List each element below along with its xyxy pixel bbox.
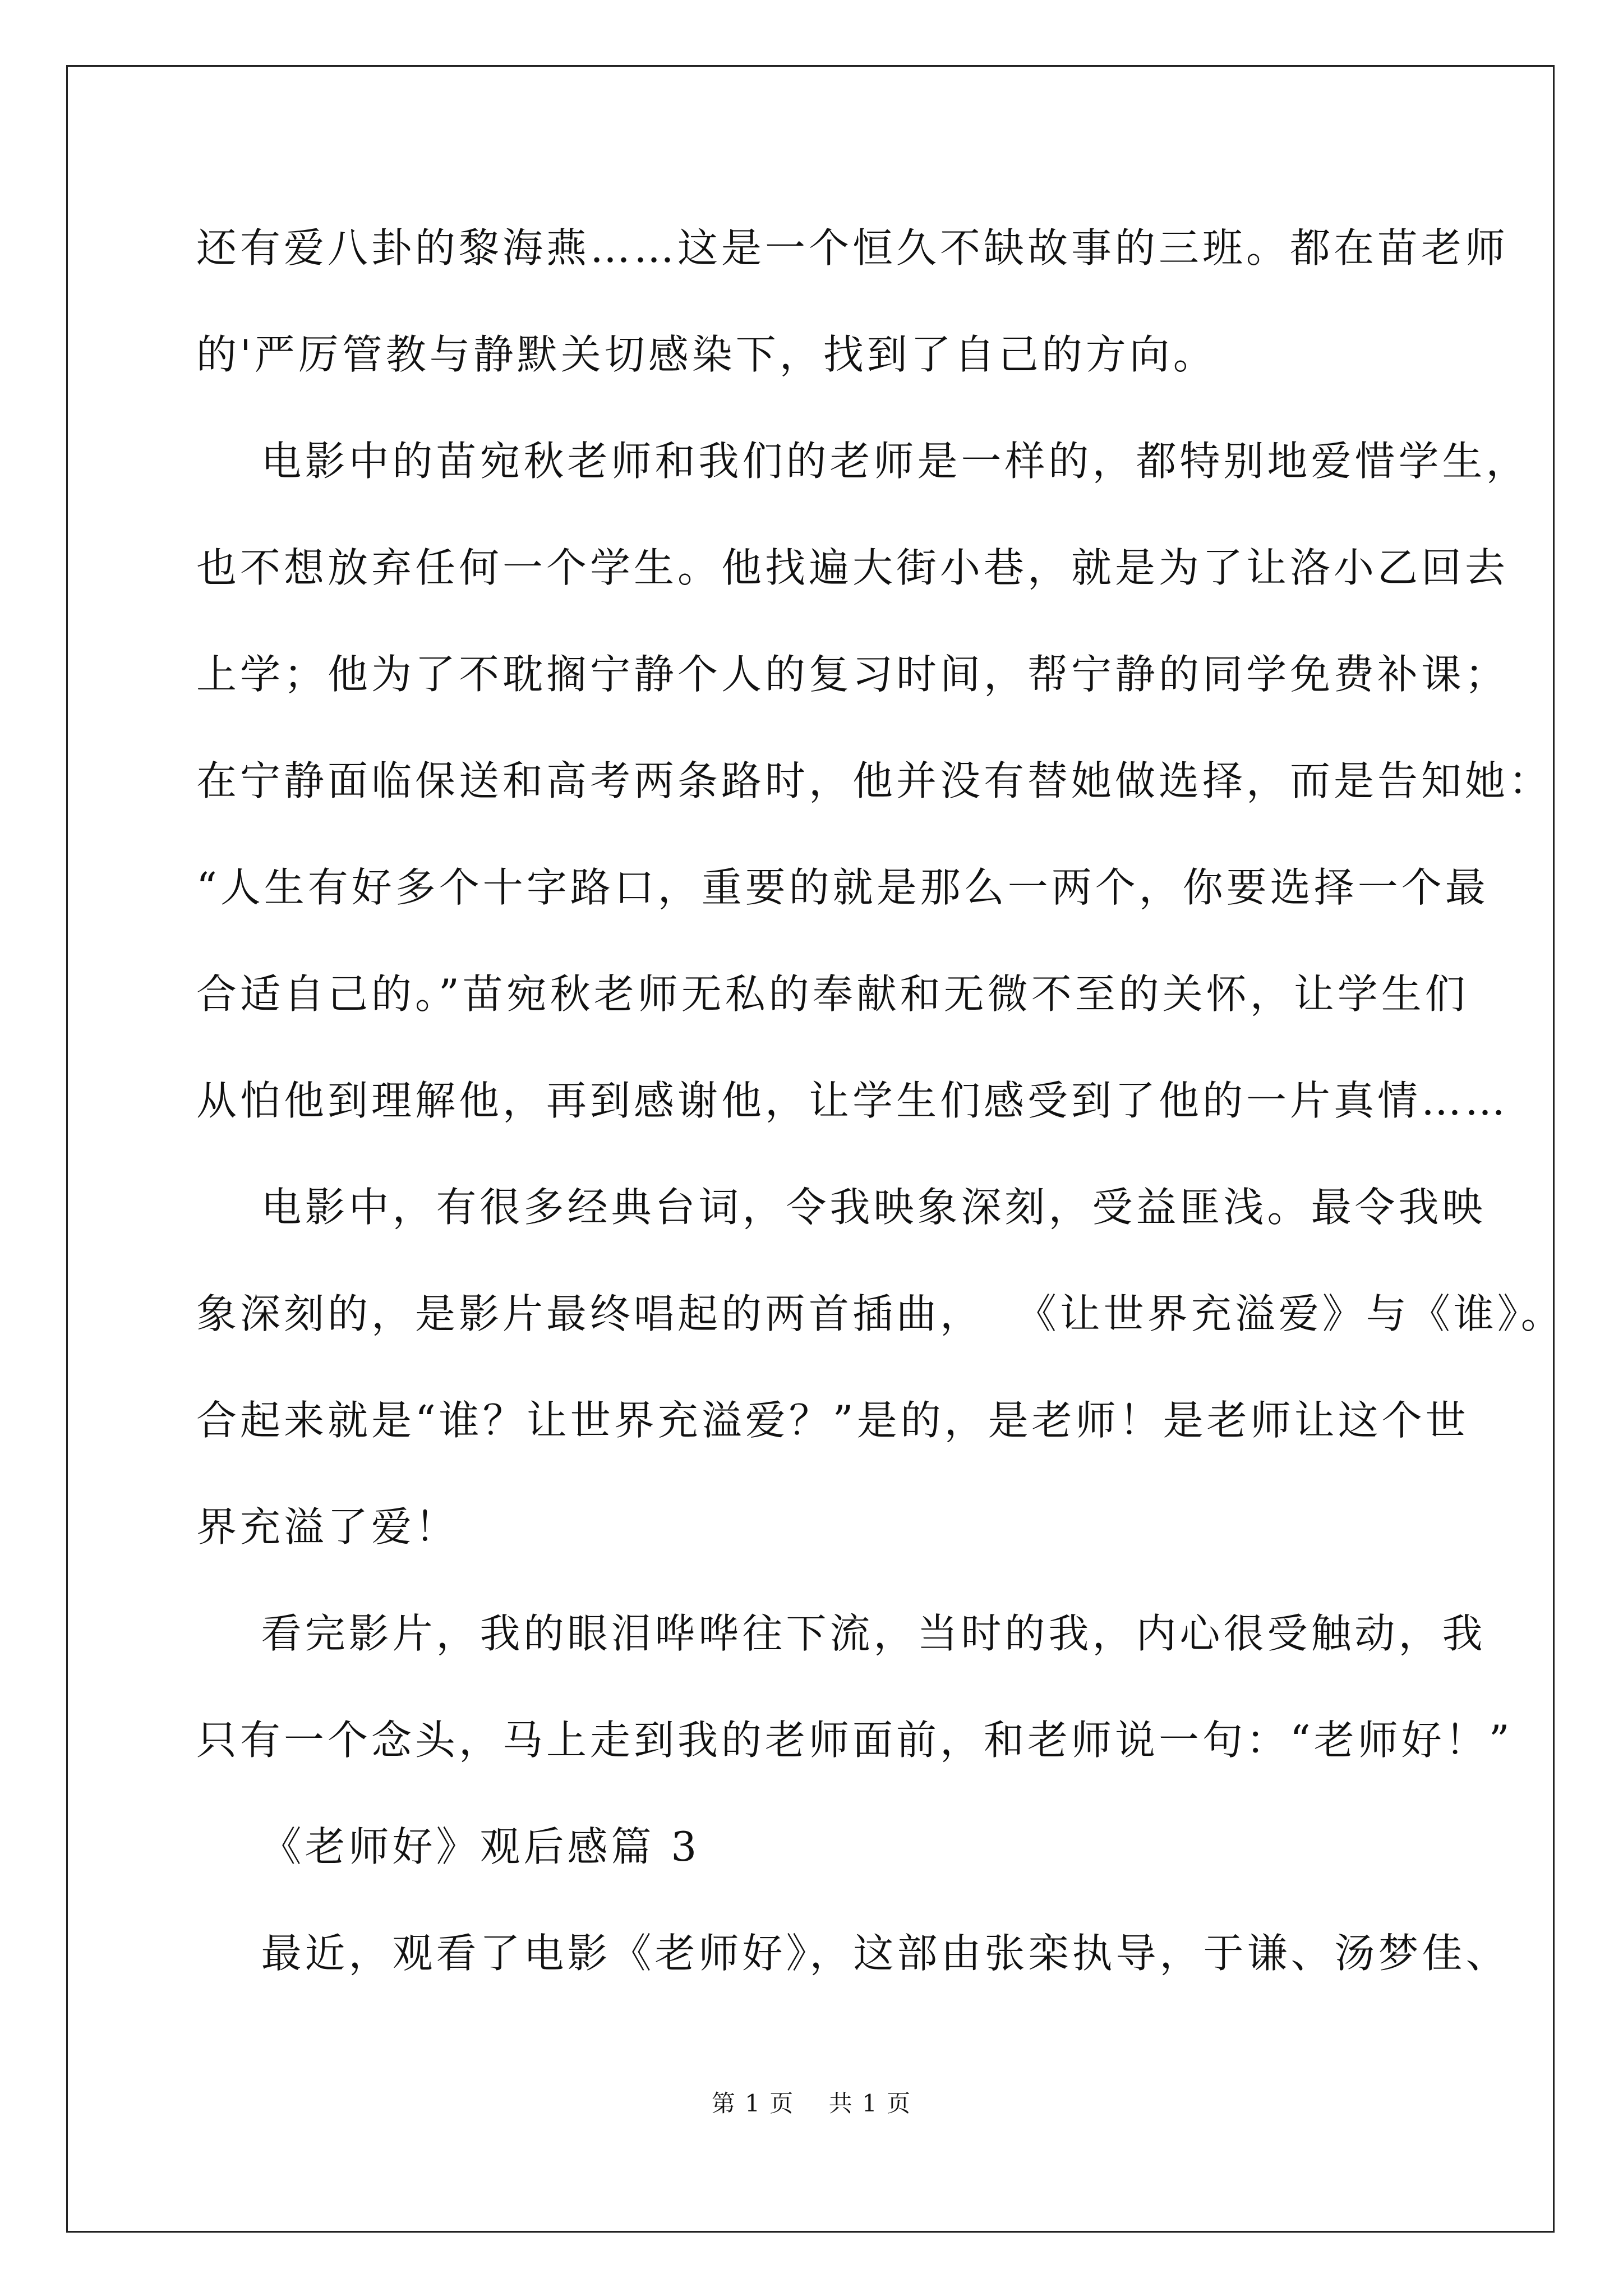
page-border bbox=[66, 65, 1555, 2233]
text-line: 象深刻的，是影片最终唱起的两首插曲， 《让世界充溢爱》与《谁》。 bbox=[196, 1290, 1565, 1337]
text-line: 在宁静面临保送和高考两条路时，他并没有替她做选择，而是告知她： bbox=[196, 757, 1553, 804]
section-heading: 《老师好》观后感篇 3 bbox=[196, 1823, 700, 1870]
text-line: 也不想放弃任何一个学生。他找遍大街小巷，就是为了让洛小乙回去 bbox=[196, 544, 1509, 591]
text-line: 界充溢了爱！ bbox=[196, 1503, 459, 1550]
text-line: 从怕他到理解他，再到感谢他，让学生们感受到了他的一片真情…… bbox=[196, 1077, 1509, 1124]
text-line: 合适自己的。”苗宛秋老师无私的奉献和无微不至的关怀，让学生们 bbox=[196, 970, 1469, 1018]
text-line: “人生有好多个十字路口，重要的就是那么一两个，你要选择一个最 bbox=[196, 864, 1489, 911]
text-line: 上学；他为了不耽搁宁静个人的复习时间，帮宁静的同学免费补课； bbox=[196, 651, 1509, 698]
text-line: 看完影片，我的眼泪哗哗往下流，当时的我，内心很受触动，我 bbox=[196, 1610, 1486, 1657]
text-line: 合起来就是“谁？让世界充溢爱？”是的，是老师！是老师让这个世 bbox=[196, 1397, 1469, 1444]
text-line: 只有一个念头，马上走到我的老师面前，和老师说一句：“老师好！” bbox=[196, 1717, 1513, 1764]
text-line: 最近，观看了电影《老师好》，这部由张栾执导，于谦、汤梦佳、 bbox=[196, 1930, 1510, 1977]
text-line: 还有爱八卦的黎海燕……这是一个恒久不缺故事的三班。都在苗老师 bbox=[196, 224, 1509, 272]
text-line: 电影中的苗宛秋老师和我们的老师是一样的，都特别地爱惜学生， bbox=[196, 438, 1530, 485]
text-line: 电影中，有很多经典台词，令我映象深刻，受益匪浅。最令我映 bbox=[196, 1184, 1486, 1231]
text-line: 的'严厉管教与静默关切感染下，找到了自己的方向。 bbox=[196, 331, 1217, 378]
page-footer: 第 1 页 共 1 页 bbox=[711, 2090, 912, 2117]
